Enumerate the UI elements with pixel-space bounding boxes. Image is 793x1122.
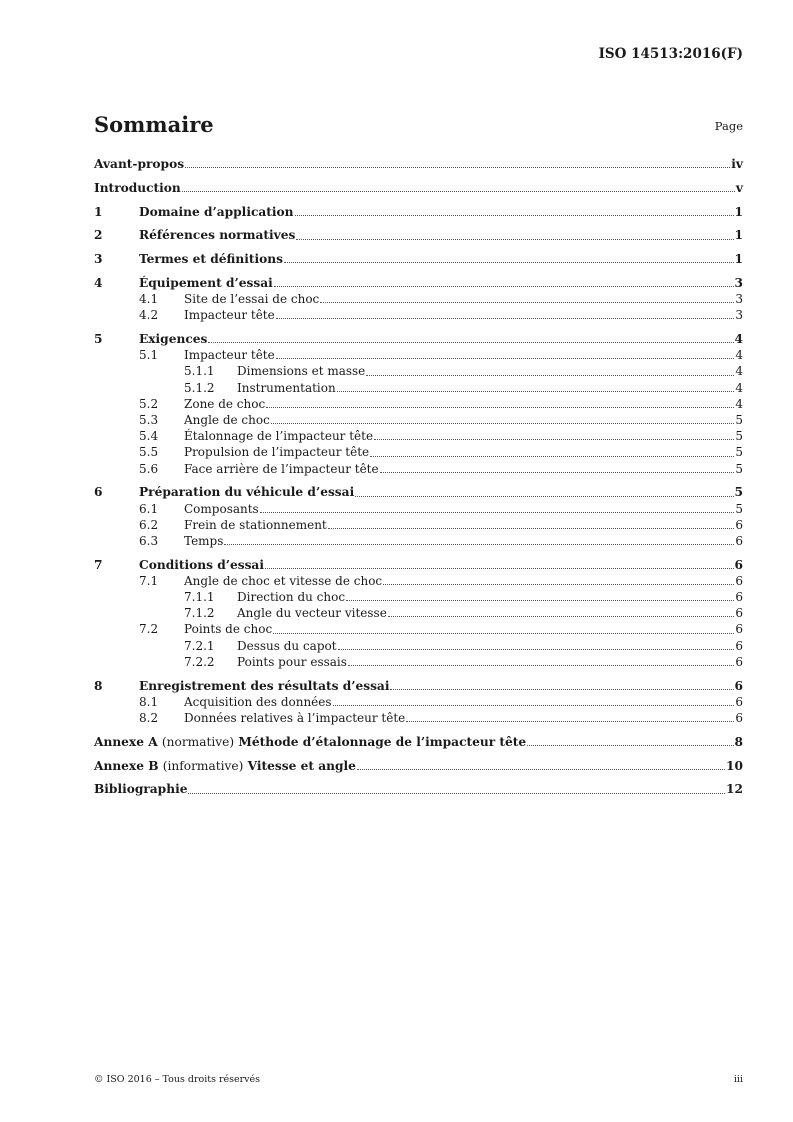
dot-leader: [355, 496, 733, 497]
toc-entry-number: 4.2: [139, 308, 159, 323]
dot-leader: [320, 302, 734, 303]
toc-entry-number: 7: [94, 557, 103, 572]
toc-entry-page: 8: [734, 734, 743, 749]
toc-entry-page: 6: [735, 694, 743, 709]
toc-entry-number: 7.2: [139, 622, 159, 637]
toc-entry-page: 3: [735, 308, 743, 323]
toc-entry-title: Angle de choc: [184, 413, 270, 427]
toc-entry-title: Dessus du capot: [237, 638, 337, 653]
toc-entry-title: Composants: [184, 501, 259, 516]
toc-entry[interactable]: [94, 533, 743, 549]
document-id: ISO 14513:2016(F): [598, 46, 743, 62]
dot-leader: [380, 472, 735, 473]
toc-entry[interactable]: [94, 307, 743, 323]
dot-leader: [296, 239, 733, 240]
toc-entry-number: 5: [94, 332, 103, 347]
toc-entry-title: Dimensions et masse: [237, 364, 366, 379]
page-title: Sommaire: [94, 112, 214, 137]
toc-entry[interactable]: [94, 605, 743, 621]
dot-leader: [271, 423, 735, 424]
toc-annex-entry[interactable]: [94, 734, 743, 750]
toc-entry[interactable]: [94, 654, 743, 670]
toc-entry[interactable]: [94, 573, 743, 589]
toc-entry-page: iv: [731, 157, 743, 171]
toc-entry[interactable]: [94, 412, 743, 428]
toc-entry-title: Impacteur tête: [184, 348, 275, 363]
dot-leader: [208, 342, 733, 343]
toc-entry-number: 8.2: [139, 710, 159, 725]
toc-entry-title: Face arrière de l’impacteur tête: [184, 461, 379, 476]
toc-entry-page: 10: [726, 758, 743, 773]
toc-entry-page: 5: [734, 485, 743, 500]
toc-entry-title: Points de choc: [184, 622, 273, 637]
dot-leader: [388, 616, 735, 617]
toc-entry-number: 7.2.2: [184, 654, 215, 669]
toc-entry-title: Références normatives: [139, 228, 296, 243]
annex-title: Vitesse et angle: [247, 758, 356, 773]
annex-kind: (informative): [162, 758, 244, 773]
toc-entry[interactable]: [94, 204, 743, 220]
toc-entry[interactable]: [94, 380, 743, 396]
dot-leader: [265, 568, 734, 569]
toc-entry-title: Angle du vecteur vitesse: [237, 606, 387, 621]
toc-entry-number: 6.3: [139, 533, 159, 548]
annex-title-group: [94, 734, 526, 750]
toc-entry-number: 4: [94, 275, 103, 290]
page-number: iii: [733, 1074, 743, 1085]
table-of-contents: [94, 156, 743, 798]
dot-leader: [390, 689, 733, 690]
toc-entry[interactable]: [94, 589, 743, 605]
toc-entry-page: 3: [735, 292, 743, 307]
dot-leader: [224, 544, 734, 545]
toc-entry-number: 7.2.1: [184, 638, 215, 653]
toc-entry-number: 5.5: [139, 445, 159, 460]
toc-entry-number: 5.3: [139, 413, 159, 427]
dot-leader: [348, 665, 734, 666]
toc-entry-page: 5: [735, 429, 743, 444]
toc-entry-page: 6: [734, 557, 743, 572]
toc-entry-title: Impacteur tête: [184, 308, 275, 323]
toc-entry[interactable]: [94, 678, 743, 694]
annex-title-group: [94, 758, 356, 774]
toc-entry-page: 5: [735, 461, 743, 476]
toc-entry-title: Instrumentation: [237, 380, 336, 395]
dot-leader: [357, 769, 725, 770]
toc-entry-title: Acquisition des données: [184, 694, 332, 709]
toc-entry[interactable]: [94, 428, 743, 444]
dot-leader: [276, 318, 735, 319]
toc-entry[interactable]: [94, 638, 743, 654]
dot-leader: [274, 286, 734, 287]
toc-entry-title: Frein de stationnement: [184, 517, 327, 532]
toc-entry[interactable]: [94, 156, 743, 172]
dot-leader: [338, 649, 735, 650]
toc-entry-title: Étalonnage de l’impacteur tête: [184, 429, 374, 444]
toc-entry[interactable]: [94, 694, 743, 710]
toc-entry-page: 5: [735, 413, 743, 427]
toc-entry-number: 5.1: [139, 348, 159, 363]
toc-entry-page: 6: [735, 654, 743, 669]
toc-entry[interactable]: [94, 557, 743, 573]
dot-leader: [276, 358, 735, 359]
toc-entry[interactable]: [94, 363, 743, 379]
toc-entry[interactable]: [94, 710, 743, 726]
toc-entry[interactable]: [94, 501, 743, 517]
toc-annex-entry[interactable]: [94, 758, 743, 774]
annex-label: Annexe B: [94, 758, 159, 773]
toc-entry-page: 5: [735, 501, 743, 516]
bibliography-title: Bibliographie: [94, 782, 188, 797]
toc-entry-title: Préparation du véhicule d’essai: [139, 485, 355, 500]
toc-entry-number: 8: [94, 678, 103, 693]
dot-leader: [273, 633, 734, 634]
toc-entry-title: Termes et définitions: [139, 252, 283, 267]
toc-entry-number: 8.1: [139, 694, 159, 709]
toc-entry-page: 12: [726, 782, 743, 797]
toc-entry-page: 6: [735, 622, 743, 637]
toc-entry-number: 6.1: [139, 501, 159, 516]
toc-entry-page: 6: [735, 517, 743, 532]
dot-leader: [527, 745, 733, 746]
dot-leader: [328, 528, 735, 529]
dot-leader: [333, 705, 735, 706]
toc-entry[interactable]: [94, 444, 743, 460]
dot-leader: [346, 600, 734, 601]
toc-entry-number: 5.1.1: [184, 364, 215, 379]
toc-entry-page: 4: [735, 348, 743, 363]
toc-entry[interactable]: [94, 180, 743, 196]
toc-entry-number: 6: [94, 485, 103, 500]
toc-entry-page: 4: [735, 396, 743, 411]
dot-leader: [284, 262, 734, 263]
toc-bibliography-entry[interactable]: [94, 781, 743, 797]
toc-entry-page: 6: [734, 678, 743, 693]
toc-entry[interactable]: [94, 227, 743, 243]
toc-entry-title: Angle de choc et vitesse de choc: [184, 573, 383, 588]
toc-entry-number: 5.4: [139, 429, 159, 444]
toc-entry-title: Points pour essais: [237, 654, 347, 669]
dot-leader: [374, 439, 734, 440]
annex-title: Méthode d’étalonnage de l’impacteur tête: [238, 734, 527, 749]
toc-entry-number: 4.1: [139, 292, 159, 307]
toc-entry-page: 6: [735, 710, 743, 725]
toc-entry[interactable]: [94, 461, 743, 477]
toc-entry-page: 4: [735, 380, 743, 395]
toc-entry-number: 2: [94, 228, 103, 243]
toc-entry-title: Propulsion de l’impacteur tête: [184, 445, 370, 460]
toc-entry-title: Direction du choc: [237, 590, 346, 605]
toc-entry[interactable]: [94, 251, 743, 267]
toc-entry-title: Équipement d’essai: [139, 275, 273, 290]
page-column-label: Page: [714, 119, 743, 133]
toc-entry[interactable]: [94, 517, 743, 533]
dot-leader: [370, 456, 734, 457]
toc-entry-title: Enregistrement des résultats d’essai: [139, 678, 390, 693]
toc-entry-number: 5.6: [139, 461, 159, 476]
toc-entry-title: Zone de choc: [184, 396, 266, 411]
toc-entry-page: 4: [734, 332, 743, 347]
toc-entry-title: Exigences: [139, 332, 208, 347]
toc-entry-title: Données relatives à l’impacteur tête: [184, 710, 406, 725]
dot-leader: [366, 375, 734, 376]
toc-entry-number: 7.1: [139, 573, 159, 588]
toc-entry[interactable]: [94, 621, 743, 637]
toc-entry-title: Conditions d’essai: [139, 557, 264, 572]
toc-entry[interactable]: [94, 331, 743, 347]
annex-kind: (normative): [161, 734, 235, 749]
toc-entry-page: 6: [735, 638, 743, 653]
toc-entry-title: Introduction: [94, 180, 181, 195]
toc-entry-number: 7.1.2: [184, 606, 215, 621]
dot-leader: [406, 721, 734, 722]
dot-leader: [260, 512, 735, 513]
toc-entry-page: 1: [734, 204, 743, 219]
toc-entry-page: 1: [734, 228, 743, 243]
dot-leader: [185, 167, 730, 168]
copyright-footer: © ISO 2016 – Tous droits réservés: [94, 1074, 261, 1085]
toc-entry-number: 3: [94, 252, 103, 267]
dot-leader: [182, 191, 735, 192]
toc-entry-title: Domaine d’application: [139, 204, 294, 219]
toc-entry-title: Temps: [184, 533, 224, 548]
toc-entry-number: 1: [94, 204, 103, 219]
dot-leader: [383, 584, 734, 585]
toc-entry-number: 5.1.2: [184, 380, 215, 395]
toc-entry[interactable]: [94, 396, 743, 412]
dot-leader: [266, 407, 734, 408]
toc-entry[interactable]: [94, 484, 743, 500]
toc-entry-page: 4: [735, 364, 743, 379]
dot-leader: [337, 391, 735, 392]
toc-entry[interactable]: [94, 347, 743, 363]
toc-entry-page: 6: [735, 533, 743, 548]
toc-entry-number: 7.1.1: [184, 590, 215, 605]
toc-entry-page: 6: [735, 590, 743, 605]
dot-leader: [188, 793, 725, 794]
toc-entry-number: 5.2: [139, 396, 159, 411]
toc-entry-title: Site de l’essai de choc: [184, 292, 320, 307]
toc-entry-page: 3: [734, 275, 743, 290]
toc-entry-title: Avant-propos: [94, 157, 185, 171]
toc-entry-page: 1: [734, 252, 743, 267]
toc-entry-page: 6: [735, 573, 743, 588]
toc-entry-page: v: [735, 180, 743, 195]
toc-entry[interactable]: [94, 275, 743, 291]
toc-entry[interactable]: [94, 291, 743, 307]
toc-entry-number: 6.2: [139, 517, 159, 532]
toc-entry-page: 5: [735, 445, 743, 460]
toc-entry-page: 6: [735, 606, 743, 621]
dot-leader: [295, 215, 734, 216]
annex-label: Annexe A: [94, 734, 158, 749]
